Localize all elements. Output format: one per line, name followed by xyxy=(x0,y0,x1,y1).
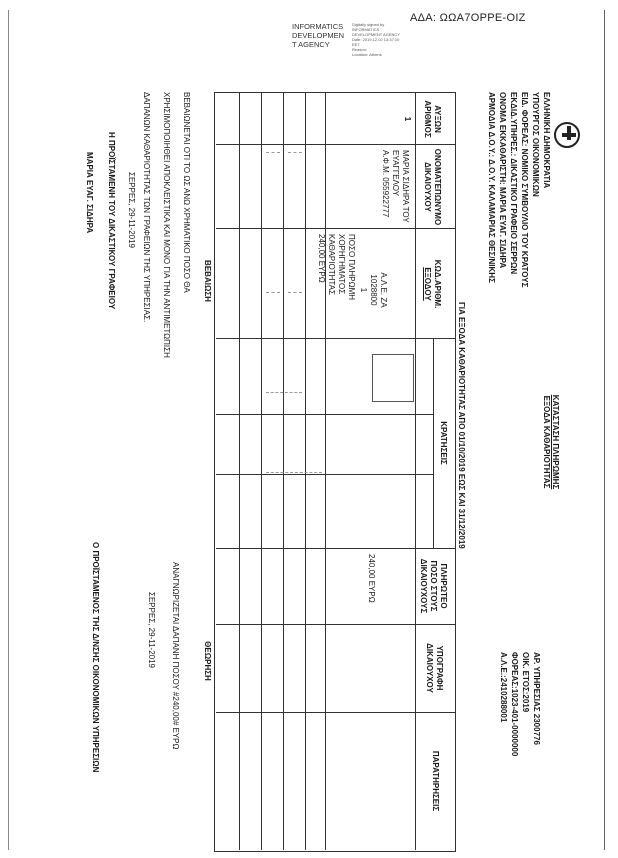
krat-cell-box xyxy=(372,354,414,402)
header-text: ΔΙΚΑΙΟΥΧΟΥΣ xyxy=(419,558,428,614)
bebaiosi-signer-title: Η ΠΡΟΪΣΤΑΜΕΝΗ ΤΟΥ ΔΙΚΑΣΤΙΚΟΥ ΓΡΑΦΕΙΟΥ xyxy=(107,132,116,310)
theorisi-date: ΣΕΡΡΕΣ, 29-11-2019 xyxy=(147,592,156,669)
cell-text: ΠΟΣΟ ΠΛΗΡΩΜΗ xyxy=(347,234,356,301)
bebaiosi-line: ΒΕΒΑΙΩΝΕΤΑΙ ΟΤΙ ΤΟ ΩΣ ΑΝΩ ΧΡΗΜΑΤΙΚΟ ΠΟΣΟ ΘΑ xyxy=(182,92,191,293)
header-line: ΥΠΟΥΡΓΟΣ ΟΙΚΟΝΟΜΙΚΩΝ xyxy=(531,92,540,197)
header-right-line: ΟΙΚ. ΕΤΟΣ:2019 xyxy=(521,652,530,713)
document-title xyxy=(542,372,560,512)
bebaiosi-text xyxy=(136,92,196,358)
table-col-line xyxy=(216,712,456,713)
payment-table xyxy=(214,92,456,852)
header-text: ΔΙΚΑΙΟΥΧΟΥ xyxy=(423,162,432,212)
header-text: ΕΞΟΔΟΥ xyxy=(423,267,432,301)
row-aa: 1 xyxy=(403,116,412,122)
cell-text: 240,00 ΕΥΡΩ xyxy=(317,234,326,283)
period-text: ΓΙΑ ΕΞΟΔΑ ΚΑΘΑΡΙΟΤΗΤΑΣ ΑΠΟ 01/10/2019 ΕΩΣ ΚΑΙ 31/12/2019 xyxy=(457,302,466,549)
table-col-line xyxy=(216,338,456,339)
row-gross xyxy=(316,234,356,300)
dash-mark xyxy=(266,292,280,293)
header-text: ΑΡΙΘΜΟΣ xyxy=(423,100,432,138)
header-text: ΠΛΗΡΩΤΕΟ xyxy=(439,563,448,609)
cell-text: 1028800 xyxy=(369,274,378,306)
header-text: ΠΟΣΟ ΣΤΟΥΣ xyxy=(429,560,438,612)
table-header-line xyxy=(415,92,416,850)
rotated-document xyxy=(82,92,560,850)
cell-text: Α.Φ.Μ. 055922777 xyxy=(381,150,390,218)
table-col-line xyxy=(216,144,456,145)
scan-edge-left xyxy=(8,10,9,850)
bebaiosi-signer-name: ΜΑΡΙΑ ΕΥΑΓ. ΣΙΔΗΡΑ xyxy=(85,152,94,234)
table-row-line xyxy=(239,92,240,850)
bebaiosi-line: ΧΡΗΣΙΜΟΠΟΙΗΘΕΙ ΑΠΟΚΛΕΙΣΤΙΚΑ ΚΑΙ ΜΟΝΟ ΓΙΑ ΤΗΝ ΑΝΤΙΜΕΤΩΠΙΣΗ xyxy=(162,92,171,358)
bebaiosi-date: ΣΕΡΡΕΣ, 29-11-2019 xyxy=(127,172,136,249)
greek-emblem-icon xyxy=(554,122,580,148)
dash-mark xyxy=(266,152,280,153)
cell-text: ΕΥΑΓΓΕΛΟΥ xyxy=(391,150,400,197)
theorisi-text: ΑΝΑΓΝΩΡΙΖΕΤΑΙ ΔΑΠΑΝΗ ΠΟΣΟΥ #240,00# ΕΥΡΩ xyxy=(171,562,180,750)
scan-edge-right xyxy=(604,10,605,850)
col-aa-header xyxy=(422,94,442,144)
dash-mark xyxy=(288,292,302,293)
agency-line: INFORMATICS xyxy=(292,22,344,31)
header-text: ΟΝΟΜΑΤΕΠΩΝΥΜΟ xyxy=(433,148,442,226)
bebaiosi-line: ΔΑΠΑΝΩΝ ΚΑΘΑΡΙΟΤΗΤΑΣ ΤΩΝ ΓΡΑΦΕΙΩΝ ΤΗΣ ΥΠΗΡΕΣΙΑΣ. xyxy=(142,92,151,323)
theorisi-signer-title: Ο ΠΡΟΪΣΤΑΜΕΝΟΣ ΤΗΣ Δ/ΝΣΗΣ ΟΙΚΟΝΟΜΙΚΩΝ ΥΠΗΡΕΣΙΩΝ xyxy=(91,542,100,773)
table-col-line xyxy=(216,414,434,415)
header-right-line: ΑΡ. ΥΠΗΡΕΣΙΑΣ 2300776 xyxy=(532,652,541,745)
table-row-line xyxy=(305,92,306,850)
cell-text: 1 xyxy=(359,287,368,293)
header-right-line: Α.Λ.Ε.:2410288001 xyxy=(499,652,508,723)
table-col-line xyxy=(216,228,456,229)
signature-line: EET xyxy=(352,42,360,47)
header-text: ΚΩΔ.ΑΡΙΘΜ. xyxy=(433,259,442,309)
dash-mark xyxy=(288,152,302,153)
table-row-line xyxy=(283,92,284,850)
krat-subline xyxy=(433,338,434,548)
header-right xyxy=(498,652,542,756)
cell-text: ΚΑΘΑΡΙΟΤΗΤΑΣ xyxy=(327,234,336,295)
header-line: ΑΡΜΟΔΙΑ Δ.Ο.Υ.: Δ.Ο.Υ. ΚΑΛΑΜΑΡΙΑΣ ΘΕΣ/ΝΙΚΗΣ xyxy=(487,92,496,283)
col-krat-header: ΚΡΑΤΗΣΕΙΣ xyxy=(439,421,448,465)
row-kod xyxy=(358,240,388,340)
table-col-line xyxy=(216,624,456,625)
signature-line: Location: Athens xyxy=(352,52,382,57)
signature-details xyxy=(352,22,422,57)
table-col-line xyxy=(216,474,434,475)
table-row-line xyxy=(325,92,326,850)
ada-code: ΑΔΑ: ΩΩΑ7ΟΡΡΕ-ΟΙΖ xyxy=(410,12,526,24)
header-line: ΟΝΟΜΑ ΕΚΚΑΘΑΡΙΣΤΗ: ΜΑΡΙΑ ΕΥΑΓ. ΣΙΔΗΡΑ xyxy=(498,92,507,269)
agency-line: T AGENCY xyxy=(292,40,330,49)
signature-agency xyxy=(292,22,344,49)
dash-mark xyxy=(266,392,302,393)
header-text: ΑΥΞΩΝ xyxy=(433,105,442,133)
col-kod-header xyxy=(422,230,442,338)
row-pay: 240,00 ΕΥΡΩ xyxy=(367,554,376,603)
agency-line: DEVELOPMEN xyxy=(292,31,345,40)
theorisi-title: ΘΕΩΡΗΣΗ xyxy=(203,641,212,681)
signature-line: DEVELOPMENT AGENCY xyxy=(352,32,400,37)
col-sign-header xyxy=(424,624,444,712)
title-text: ΚΑΤΑΣΤΑΣΗ ΠΛΗΡΩΜΗΣ xyxy=(551,394,560,490)
col-notes-header: ΠΑΡΑΤΗΡΗΣΕΙΣ xyxy=(431,750,440,812)
header-text: ΔΙΚΑΙΟΥΧΟΥ xyxy=(425,643,434,693)
header-line: ΕΛΛΗΝΙΚΗ ΔΗΜΟΚΡΑΤΙΑ xyxy=(542,92,551,189)
header-right-line: ΦΟΡΕΑΣ:1023-401-0000000 xyxy=(510,652,519,757)
cell-text: ΜΑΡΙΑ ΣΙΔΗΡΑ ΤΟΥ xyxy=(401,150,410,223)
row-name xyxy=(380,150,410,223)
header-line: ΕΙΔ. ΦΟΡΕΑΣ: ΝΟΜΙΚΟ ΣΥΜΒΟΥΛΙΟ ΤΟΥ ΚΡΑΤΟΥΣ xyxy=(520,92,529,288)
table-row-line xyxy=(261,92,262,850)
header-text: ΥΠΟΓΡΑΦΗ xyxy=(435,645,444,691)
signature-line: Reason: xyxy=(352,47,367,52)
header-line: ΕΚΔΙΔ.ΥΠΗΡΕΣ.: ΔΙΚΑΣΤΙΚΟ ΓΡΑΦΕΙΟ ΣΕΡΡΩΝ xyxy=(509,92,518,275)
signature-line: Date: 2019.12.02 13:37:10 xyxy=(352,37,400,42)
col-name-header xyxy=(422,146,442,228)
signature-line: Digitally signed by xyxy=(352,22,385,27)
col-pay-header xyxy=(418,548,448,624)
header-left xyxy=(486,92,552,287)
subtitle-text: ΕΞΟΔΑ ΚΑΘΑΡΙΟΤΗΤΑΣ xyxy=(542,395,551,489)
cell-text: ΧΟΡΗΓΗΜΑΤΟΣ xyxy=(337,234,346,295)
signature-line: INFORMATICS xyxy=(352,27,380,32)
dash-mark xyxy=(266,472,322,473)
cell-text: Α.Λ.Ε. ΖΑ xyxy=(379,272,388,308)
bebaiosi-title: ΒΕΒΑΙΩΣΗ xyxy=(203,260,212,302)
